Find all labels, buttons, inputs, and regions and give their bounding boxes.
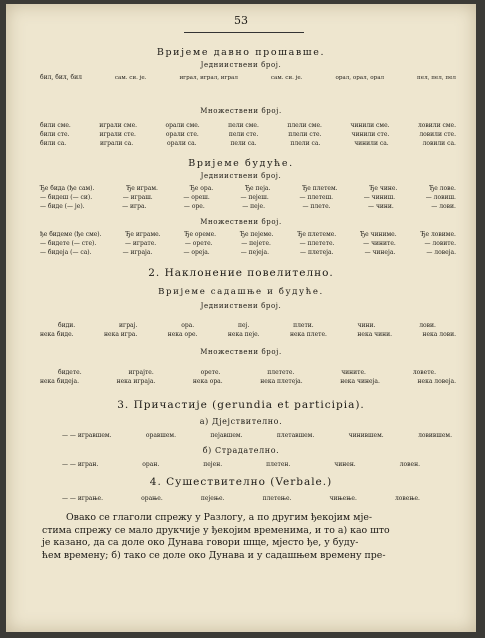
cell: нека пеје. <box>227 331 260 338</box>
page-number: 53 <box>234 14 248 27</box>
cell: — играте. <box>124 240 157 247</box>
cell: ђе бидеме (ђе сме). <box>40 231 102 238</box>
cell: ловили сме. <box>417 122 456 129</box>
cell: — пејеја. <box>240 249 269 256</box>
cell: — биде (— је). <box>40 203 85 210</box>
cell: — чини. <box>368 203 394 210</box>
tense2-singular-row <box>40 185 456 192</box>
body-paragraph <box>42 512 452 562</box>
cell: орање. <box>141 495 163 502</box>
participle-active-row <box>62 432 452 439</box>
cell: плетете. <box>267 369 295 376</box>
cell: чини. <box>357 322 376 329</box>
cell: играјте. <box>128 369 154 376</box>
cell: Ђе ловиме. <box>420 231 456 238</box>
tense2-plural-row <box>40 231 456 238</box>
cell: Ђе плетем. <box>302 185 338 192</box>
cell: плетен. <box>266 461 291 468</box>
mood2-plural-label: Множествени број. <box>200 348 282 356</box>
cell: нека ловеја. <box>417 378 456 385</box>
cell: пеjен. <box>203 461 223 468</box>
cell: чините. <box>341 369 366 376</box>
paragraph-line: Овако се глаголи спрежу у Разлогу, а по другим ђекојим мје- <box>66 512 373 523</box>
cell: — играја. <box>122 249 153 256</box>
cell: Ђе играме. <box>125 231 161 238</box>
tense2-singular-row <box>40 203 456 210</box>
cell: играли сме. <box>99 122 138 129</box>
cell: биди. <box>58 322 76 329</box>
cell: — плете. <box>302 203 331 210</box>
cell: нека оре. <box>167 331 198 338</box>
tense2-plural-label: Множествени број. <box>200 218 282 226</box>
cell: пејење. <box>200 495 225 502</box>
cell: — лови. <box>431 203 456 210</box>
cell: оран. <box>142 461 160 468</box>
cell: нека лови. <box>422 331 456 338</box>
cell: плели сме. <box>287 122 322 129</box>
paragraph-line: стима спрежу се мало друкчије у ђекојим временима, и то а) као што <box>42 524 390 536</box>
cell: играј. <box>119 322 138 329</box>
cell: ловење. <box>394 495 420 502</box>
cell: — ореја. <box>183 249 210 256</box>
cell: — — играње. <box>62 495 103 502</box>
cell: ловили са. <box>422 140 456 147</box>
cell: — ловеја. <box>426 249 456 256</box>
cell: — чините. <box>363 240 396 247</box>
cell: бидете. <box>58 369 82 376</box>
cell: Ђе ореме. <box>184 231 217 238</box>
cell: пели сте. <box>228 131 259 138</box>
book-page <box>6 4 476 632</box>
cell: плети. <box>293 322 314 329</box>
cell: — оре. <box>183 203 205 210</box>
cell: били сте. <box>40 131 70 138</box>
cell: нека чинеја. <box>340 378 380 385</box>
cell: пели са. <box>230 140 257 147</box>
cell: Ђе лове. <box>429 185 456 192</box>
cell: чинили сте. <box>351 131 390 138</box>
tense1-plural-row <box>40 131 456 138</box>
cell: — бидете (— сте). <box>40 240 97 247</box>
cell: чињење. <box>329 495 357 502</box>
conj-group: играл, играл, играл <box>179 74 238 81</box>
conj-group: орал, орал, орал <box>335 74 385 81</box>
cell: — плетете. <box>299 240 335 247</box>
cell: били сме. <box>40 122 71 129</box>
cell: — игра. <box>122 203 147 210</box>
cell: ора. <box>181 322 195 329</box>
cell: чинен. <box>334 461 356 468</box>
cell: играли са. <box>100 140 134 147</box>
cell: — ловите. <box>424 240 456 247</box>
cell: — чинеја. <box>364 249 396 256</box>
tense1-title: Вријеме давно прошавше. <box>156 47 326 58</box>
cell: — бидеш (— си). <box>40 194 93 201</box>
cell: — плетеја. <box>300 249 334 256</box>
cell: чинили сме. <box>350 122 390 129</box>
cell: нека ора. <box>192 378 223 385</box>
cell: — пеје. <box>242 203 266 210</box>
cell: — ловиш. <box>425 194 456 201</box>
cell: нека бидеја. <box>40 378 79 385</box>
tense1-plural-row <box>40 122 456 129</box>
cell: нека игра. <box>104 331 138 338</box>
conj-aux: сам. си. је. <box>114 74 147 81</box>
cell: — пејете. <box>241 240 271 247</box>
cell: нека плете. <box>290 331 327 338</box>
cell: Ђе плетеме. <box>297 231 337 238</box>
paragraph-line: ћем времену; б) тако се доле око Дунава и у садашњем времену пре- <box>42 549 386 561</box>
cell: играли сте. <box>99 131 136 138</box>
cell: ловен. <box>399 461 420 468</box>
conj-aux: сам. си. је. <box>270 74 303 81</box>
cell: ловили сте. <box>419 131 456 138</box>
conj-group: бил, бил, бил <box>40 74 82 81</box>
mood2-heading: 2. Наклонение повелително. <box>148 267 334 279</box>
tense1-plural-row <box>40 140 456 147</box>
tense2-singular-row <box>40 194 456 201</box>
cell: — чиниш. <box>363 194 396 201</box>
cell: Ђе пејеме. <box>240 231 274 238</box>
mood2-subtitle: Вријеме садашње и будуће. <box>158 287 324 297</box>
cell: орали сме. <box>165 122 200 129</box>
cell: ловившем. <box>418 432 452 439</box>
cell: били са. <box>40 140 67 147</box>
cell: плетење. <box>262 495 292 502</box>
cell: — ореш. <box>183 194 210 201</box>
cell: Ђе бида (ђе сам). <box>40 185 95 192</box>
header-rule <box>184 32 304 33</box>
mood2-plural-top <box>58 369 436 376</box>
cell: Ђе чиниме. <box>360 231 397 238</box>
tense2-plural-row <box>40 240 456 247</box>
verbal-row <box>62 495 420 502</box>
cell: нека биде. <box>40 331 74 338</box>
cell: плели са. <box>290 140 321 147</box>
tense1-singular-label: Једнииствени број. <box>200 61 282 69</box>
cell: — — игравшем. <box>62 432 112 439</box>
cell: плели сте. <box>288 131 322 138</box>
mood2-plural-bottom <box>40 378 456 385</box>
mood2-singular-bottom <box>40 331 456 338</box>
cell: — бидеја (— са). <box>40 249 92 256</box>
participle-heading: 3. Причастије (gerundia et participia). <box>117 399 365 411</box>
verbal-heading: 4. Сушествително (Verbale.) <box>149 476 333 488</box>
cell: плетавшем. <box>276 432 315 439</box>
mood2-singular-top <box>58 322 436 329</box>
tense2-title: Вријеме будуће. <box>188 158 294 169</box>
cell: оравшем. <box>145 432 176 439</box>
cell: лови. <box>419 322 436 329</box>
participle-passive-label: б) Страдателно. <box>202 446 280 455</box>
tense1-singular-block <box>40 74 456 81</box>
cell: Ђе пеја. <box>245 185 271 192</box>
cell: — пејеш. <box>240 194 269 201</box>
cell: пеј. <box>237 322 250 329</box>
cell: Ђе ора. <box>189 185 214 192</box>
cell: орете. <box>200 369 221 376</box>
cell: нека плетеја. <box>260 378 303 385</box>
cell: ловете. <box>412 369 436 376</box>
cell: нека чини. <box>357 331 393 338</box>
cell: — играш. <box>122 194 153 201</box>
tense1-plural-label: Множествени број. <box>200 107 282 115</box>
cell: — — игран. <box>62 461 99 468</box>
cell: Ђе чине. <box>369 185 398 192</box>
cell: чинившем. <box>348 432 384 439</box>
cell: орали сте. <box>165 131 199 138</box>
cell: Ђе играм. <box>126 185 158 192</box>
cell: пели сме. <box>228 122 259 129</box>
cell: — орете. <box>184 240 213 247</box>
tense2-singular-label: Једнииствени број. <box>200 172 282 180</box>
conj-group: пел, пел, пел <box>417 74 456 81</box>
paragraph-line: је казано, да са доле око Дунава говори шще, мјесто ђе, у буду- <box>42 537 359 549</box>
cell: чинили са. <box>354 140 389 147</box>
mood2-singular-label: Једнииствени број. <box>200 302 282 310</box>
participle-active-label: а) Дјејствително. <box>199 417 283 426</box>
cell: — плетеш. <box>299 194 334 201</box>
tense2-plural-row <box>40 249 456 256</box>
participle-passive-row <box>62 461 420 468</box>
cell: нека играја. <box>116 378 156 385</box>
cell: пејавшем. <box>210 432 243 439</box>
cell: орали са. <box>167 140 197 147</box>
